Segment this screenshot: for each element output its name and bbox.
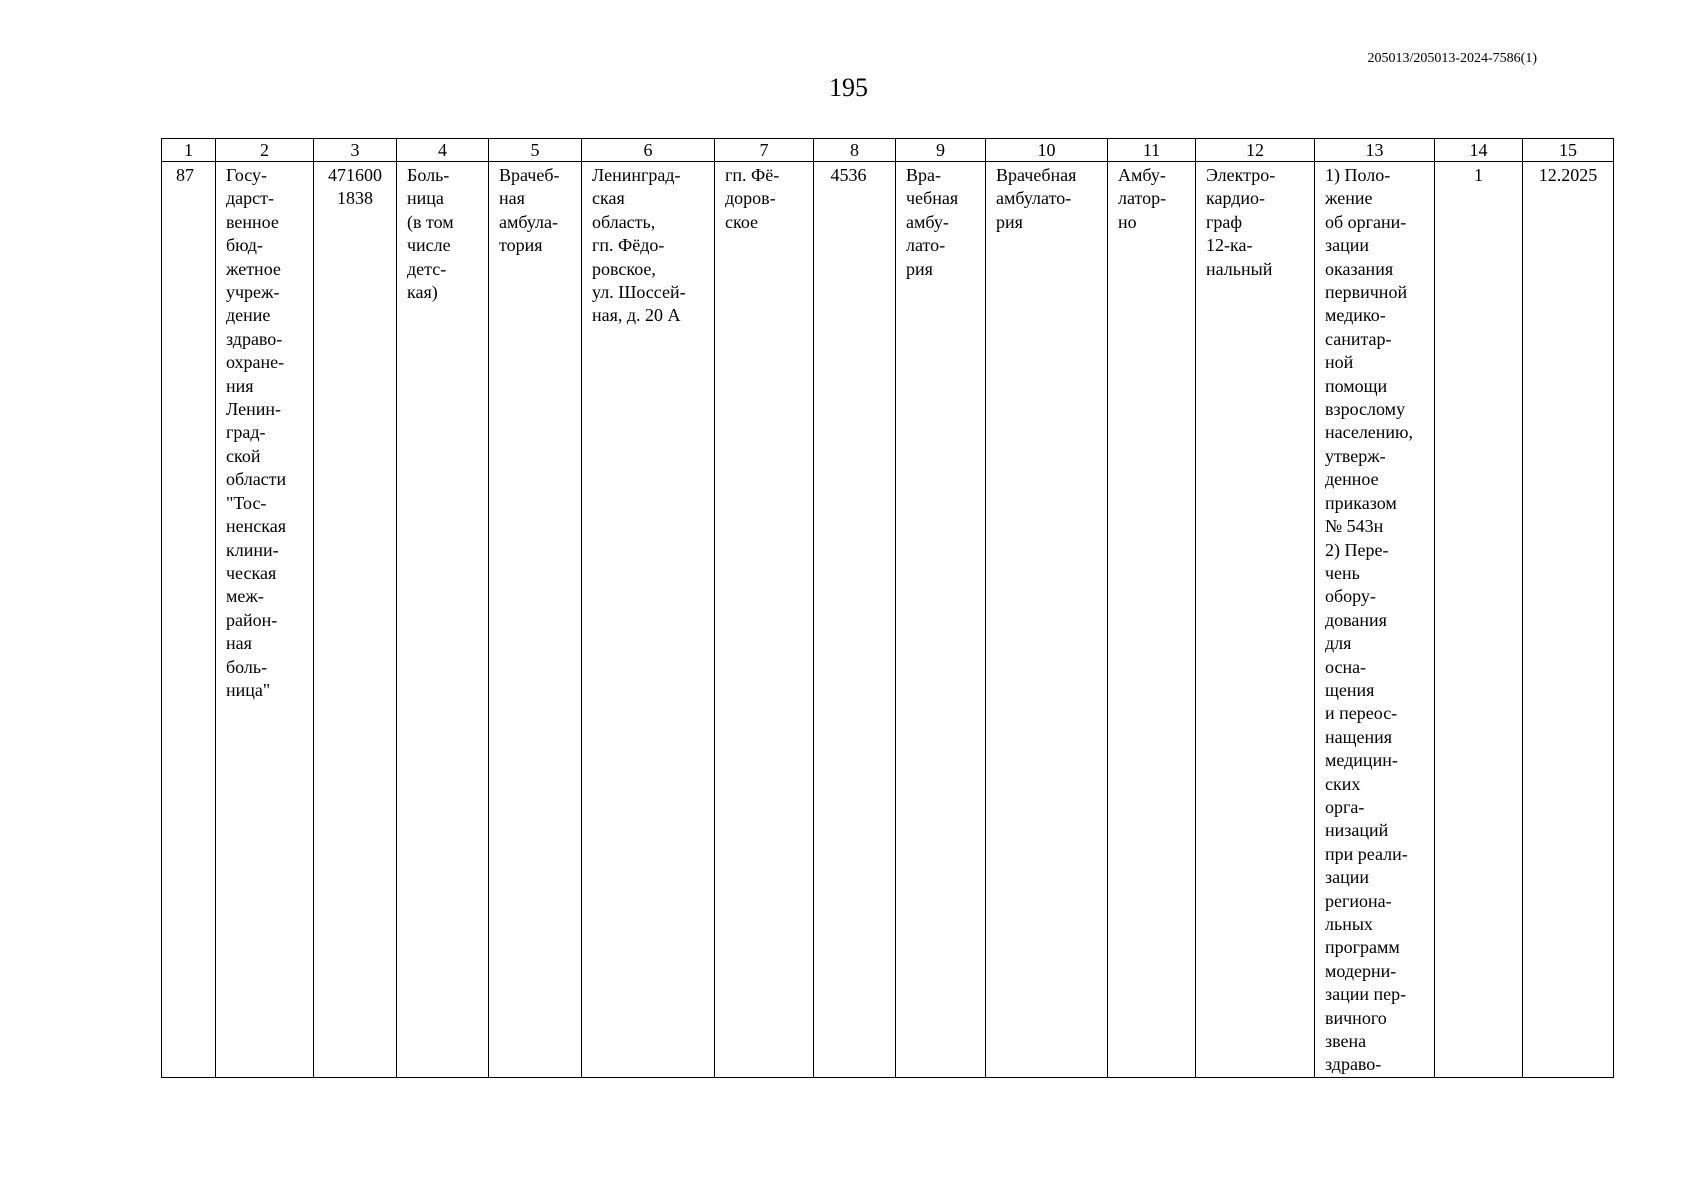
department: Врачебная амбулато- рия (996, 165, 1077, 232)
unit-type: Вра- чебная амбу- лато- рия (906, 165, 959, 279)
deadline: 12.2025 (1538, 165, 1598, 185)
unit-type-cell (896, 162, 986, 1078)
column-number: 5 (489, 139, 582, 162)
column-number: 8 (814, 139, 896, 162)
column-number: 1 (162, 139, 216, 162)
quantity: 1 (1474, 165, 1483, 185)
row-number-cell (162, 162, 216, 1078)
column-number: 13 (1315, 139, 1435, 162)
organization-type-cell (397, 162, 489, 1078)
column-number: 15 (1523, 139, 1614, 162)
regulation: 1) Поло- жение об органи- зации оказания первичной медико- санитар- ной помощи взрослому населению, утверж- денное приказом № 543н 2) Пере- чень обору- дования для осна- щения и переос- нащения медицин- ских орга- низаций при реали- зации региона- льных программ модерни- зации пер- вичного звена здраво- (1325, 165, 1414, 1075)
equipment-cell (1196, 162, 1315, 1078)
column-number: 4 (397, 139, 489, 162)
column-number: 12 (1196, 139, 1315, 162)
column-number: 3 (314, 139, 397, 162)
column-number: 10 (986, 139, 1108, 162)
page-number: 195 (829, 73, 868, 102)
column-number: 6 (582, 139, 715, 162)
column-number: 11 (1108, 139, 1196, 162)
equipment: Электро- кардио- граф 12-ка- нальный (1206, 165, 1276, 279)
organization-code: 471600 1838 (328, 165, 382, 209)
register-table (161, 138, 1614, 1078)
population: 4536 (830, 165, 867, 185)
document-id: 205013/205013-2024-7586(1) (1367, 51, 1537, 66)
settlement-cell (715, 162, 814, 1078)
quantity-cell (1435, 162, 1523, 1078)
column-number: 7 (715, 139, 814, 162)
subdivision-type: Врачеб- ная амбула- тория (499, 165, 560, 256)
column-number: 2 (216, 139, 314, 162)
organization-name: Госу- дарст- венное бюд- жетное учреж- дение здраво- охране- ния Ленин- град- ской области "Тос- ненская клини- ческая меж- район- ная боль- ница" (226, 165, 287, 700)
organization-code-cell (314, 162, 397, 1078)
address-cell (582, 162, 715, 1078)
organization-type: Боль- ница (в том числе детс- кая) (407, 165, 454, 303)
settlement: гп. Фё- доров- ское (725, 165, 780, 232)
care-conditions: Амбу- латор- но (1118, 165, 1167, 232)
regulation-cell (1315, 162, 1435, 1078)
column-number-row (162, 139, 1614, 162)
column-number: 14 (1435, 139, 1523, 162)
population-cell (814, 162, 896, 1078)
department-cell (986, 162, 1108, 1078)
column-number: 9 (896, 139, 986, 162)
table-row (162, 162, 1614, 1078)
address: Ленинград- ская область, гп. Фёдо- ровское, ул. Шоссей- ная, д. 20 А (592, 165, 686, 326)
care-conditions-cell (1108, 162, 1196, 1078)
organization-name-cell (216, 162, 314, 1078)
row-number: 87 (176, 165, 194, 185)
subdivision-type-cell (489, 162, 582, 1078)
deadline-cell (1523, 162, 1614, 1078)
